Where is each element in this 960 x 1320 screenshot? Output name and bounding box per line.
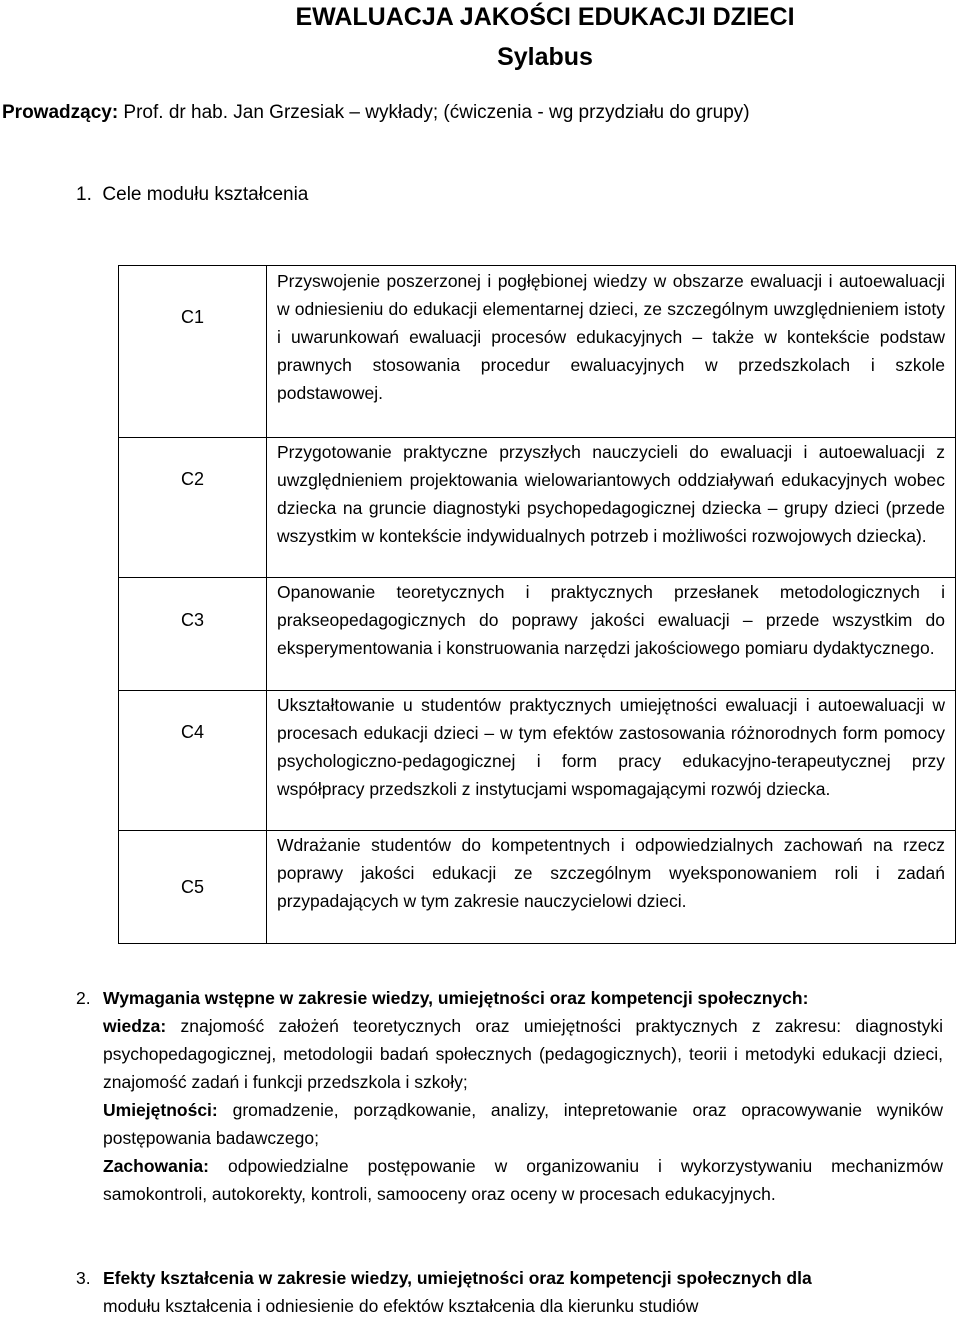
document-subtitle: Sylabus [497, 43, 593, 71]
section-2-number: 2. [76, 988, 91, 1008]
section-3-number: 3. [76, 1268, 91, 1288]
section-3 [76, 1264, 943, 1320]
goal-description: Opanowanie teoretycznych i praktycznych przesłanek metodologicznych i prakseopedagogicznych do poprawy jakości ewaluacji – przede wszystkim do eksperymentowania i konstruowania narzędzi jakościowego pomiaru dydaktycznego. [267, 578, 956, 691]
goal-description: Przygotowanie praktyczne przyszłych nauczycieli do ewaluacji i autoewaluacji z uwzględnieniem projektowania wielowariantowych oddziaływań edukacyjnych wobec dziecka na gruncie diagnostyki psychopedagogicznej dziecka – grupy dzieci (przede wszystkim w kontekście indywidualnych potrzeb i możliwości rozwojowych dziecka). [267, 438, 956, 578]
section-1-heading [76, 182, 308, 208]
section-1-number: 1. [76, 184, 92, 205]
instructor-value: Prof. dr hab. Jan Grzesiak – wykłady; (ćwiczenia - wg przydziału do grupy) [118, 102, 750, 123]
instructor-line [2, 100, 750, 126]
goal-description: Wdrażanie studentów do kompetentnych i odpowiedzialnych zachowań na rzecz poprawy jakości edukacji ze szczególnym wyeksponowaniem roli i zadań przypadających w tym zakresie nauczycielowi dzieci. [267, 831, 956, 944]
umiejetnosci-label: Umiejętności: [103, 1100, 218, 1120]
section-2-heading: Wymagania wstępne w zakresie wiedzy, umiejętności oraz kompetencji społecznych: [103, 988, 809, 1008]
wiedza-text: znajomość założeń teoretycznych oraz umiejętności praktycznych z zakresu: diagnostyki psychopedagogicznej, metodologii badań społecznych (pedagogicznych), teorii i metodyki edukacji dzieci, znajomość zadań i funkcji przedszkola i szkoły; [103, 1016, 943, 1092]
goal-description: Przyswojenie poszerzonej i pogłębionej wiedzy w obszarze ewaluacji i autoewaluacji w odniesieniu do edukacji elementarnej dzieci, ze szczególnym uwzględnieniem istoty i uwarunkowań ewaluacji procesów edukacyjnych – także w kontekście podstaw prawnych stosowania procedur ewaluacyjnych w przedszkolach i szkole podstawowej. [267, 266, 956, 438]
goal-code: C1 [119, 266, 267, 438]
instructor-label: Prowadzący: [2, 102, 119, 123]
goal-description: Ukształtowanie u studentów praktycznych umiejętności ewaluacji i autoewaluacji w procesach edukacji dzieci – w tym efektów zastosowania różnorodnych form pomocy psychologiczno-pedagogicznej i form pracy edukacyjno-terapeutycznej przy współpracy przedszkoli z instytucjami wspomagającymi rozwój dziecka. [267, 691, 956, 831]
umiejetnosci-text: gromadzenie, porządkowanie, analizy, intepretowanie oraz opracowywanie wyników postępowania badawczego; [103, 1100, 943, 1148]
goal-row [119, 266, 956, 438]
goal-row [119, 831, 956, 944]
section-2 [76, 984, 943, 1208]
zachowania-label: Zachowania: [103, 1156, 209, 1176]
goals-table [118, 265, 956, 944]
wiedza-label: wiedza: [103, 1016, 167, 1036]
goal-code: C4 [119, 691, 267, 831]
goal-code: C5 [119, 831, 267, 944]
zachowania-text: odpowiedzialne postępowanie w organizowaniu i wykorzystywaniu mechanizmów samokontroli, autokorekty, kontroli, samooceny oraz oceny w procesach edukacyjnych. [103, 1156, 943, 1204]
goal-row [119, 578, 956, 691]
document-title: EWALUACJA JAKOŚCI EDUKACJI DZIECI [295, 3, 795, 31]
section-1-title: Cele modułu kształcenia [102, 184, 309, 205]
goal-row [119, 691, 956, 831]
goal-code: C3 [119, 578, 267, 691]
section-3-text: modułu kształcenia i odniesienie do efektów kształcenia dla kierunku studiów [103, 1296, 699, 1316]
section-3-heading: Efekty kształcenia w zakresie wiedzy, umiejętności oraz kompetencji społecznych dla [103, 1268, 812, 1288]
goal-code: C2 [119, 438, 267, 578]
goal-row [119, 438, 956, 578]
